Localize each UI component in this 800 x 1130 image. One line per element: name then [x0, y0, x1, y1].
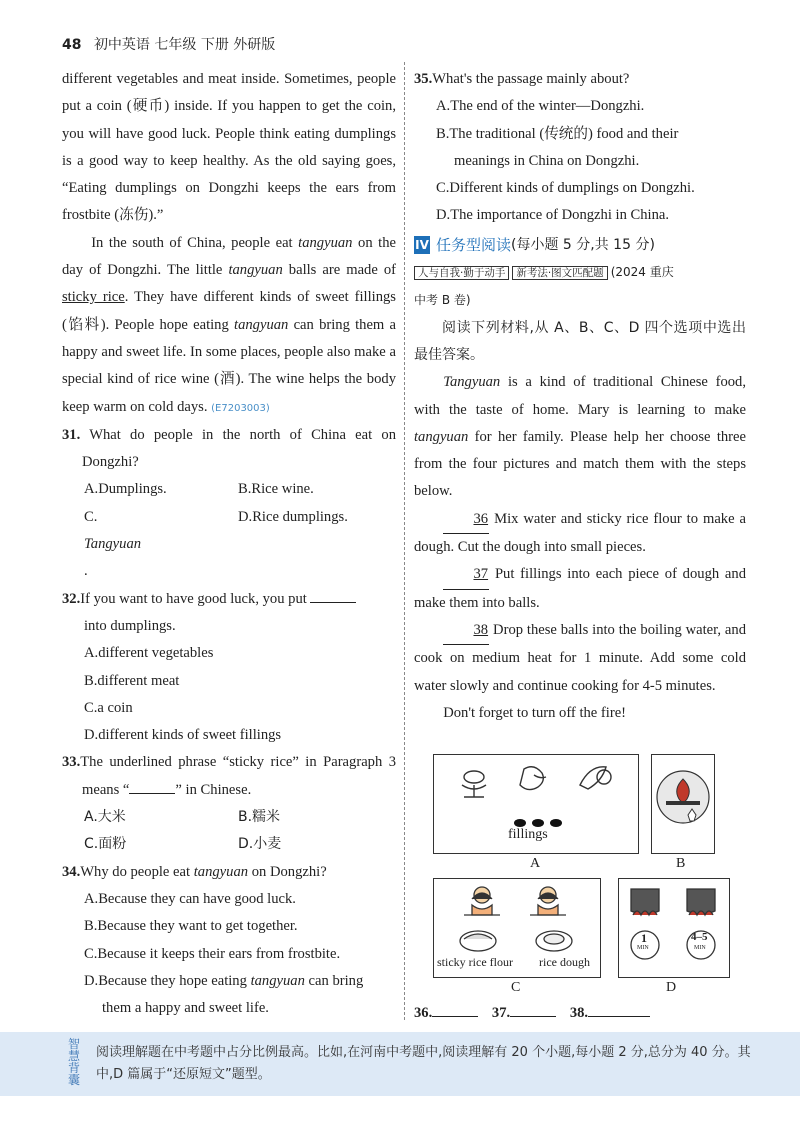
tag-type: 新考法·图文匹配题: [512, 266, 607, 280]
option-b[interactable]: B.糯米: [238, 809, 281, 826]
page-header: [62, 34, 275, 54]
timer-2-unit: MIN: [694, 945, 706, 951]
instruction: 阅读下列材料,从 A、B、C、D 四个选项中选出最佳答案。: [414, 319, 746, 363]
picture-a[interactable]: [433, 754, 639, 854]
filling-dot: [514, 819, 526, 827]
answer-36[interactable]: [432, 1002, 478, 1017]
source: (2024 重庆: [610, 265, 674, 280]
option-d[interactable]: D.Because they hope eating tangyuan can bring them a happy and sweet life.: [84, 972, 364, 1017]
answer-blank-37[interactable]: 37: [443, 561, 489, 589]
answer-38[interactable]: [588, 1002, 650, 1017]
option-c[interactable]: C.Because it keeps their ears from frostbite.: [84, 945, 341, 962]
book-title: 初中英语 七年级 下册 外研版: [93, 37, 276, 53]
stove-fire-illustration: [652, 755, 714, 853]
passage-paragraph-3: In the south of China, people eat tangyuan on the day of Dongzhi. The little tangyuan balls are made of sticky rice. They have different kinds of sweet fillings (馅料). People hope eating tangyuan can bring them a happy and sweet life. In some places, people also make a special kind of rice wine (酒). The wine helps the body keep warm on cold days. (E7203003): [62, 234, 396, 415]
option-a[interactable]: A.Dumplings.: [84, 481, 167, 498]
option-c[interactable]: C.a coin: [84, 699, 133, 716]
question-33: 33.The underlined phrase “sticky rice” in Paragraph 3 means “ ” in Chinese. A.大米 B.糯米 C.面粉 D.小麦: [62, 749, 396, 858]
step-37: 37 Put fillings into each piece of dough and make them into balls.: [414, 561, 746, 617]
answer-blank[interactable]: [310, 588, 356, 603]
left-column: [62, 66, 396, 1022]
picture-d[interactable]: [618, 878, 730, 978]
option-a[interactable]: A.大米: [84, 809, 126, 826]
question-32: 32.If you want to have good luck, you put into dumplings. A.different vegetables B.different meat C.a coin D.different kinds of sweet fillings: [62, 586, 396, 750]
section-heading: [414, 232, 746, 259]
option-b[interactable]: B.The traditional (传统的) food and their meanings in China on Dongzhi.: [436, 125, 679, 169]
option-d[interactable]: D.小麦: [238, 836, 282, 853]
tip-text: 阅读理解题在中考题中占分比例最高。比如,在河南中考题中,阅读理解有 20 个小题,每小题 2 分,总分为 40 分。其中,D 篇属于“还原短文”题型。: [96, 1045, 751, 1082]
question-code: (E7203003): [211, 402, 270, 414]
rice-dough-caption: rice dough: [539, 955, 590, 969]
option-b[interactable]: B.Rice wine.: [238, 481, 314, 498]
filling-dot: [550, 819, 562, 827]
option-a[interactable]: A.different vegetables: [84, 645, 214, 662]
tip-box: [0, 1032, 800, 1096]
tip-side-label: 智慧背囊: [67, 1037, 80, 1087]
section-score: (每小题 5 分,共 15 分): [511, 236, 655, 253]
boiling-pots-illustration: [619, 879, 729, 977]
question-34: 34.Why do people eat tangyuan on Dongzhi? A.Because they can have good luck. B.Because they want to get together. C.Because it keeps their ears from frostbite. D.Because they hope eating tangyuan can bring them a happy and sweet life.: [62, 859, 396, 1023]
sticky-rice-flour-caption: sticky rice flour: [437, 955, 513, 969]
filling-dot: [532, 819, 544, 827]
answer-line: 36. 37. 38.: [414, 1002, 650, 1022]
section-badge: IV: [414, 236, 430, 254]
option-b[interactable]: B.different meat: [84, 672, 180, 689]
answer-blank[interactable]: [129, 779, 175, 794]
picture-c-label: C: [511, 980, 521, 995]
tag-topic: 人与自我·勤于动手: [414, 266, 509, 280]
step-36: 36 Mix water and sticky rice flour to make a dough. Cut the dough into small pieces.: [414, 506, 746, 562]
intro-paragraph: Tangyuan is a kind of traditional Chinese food, with the taste of home. Mary is learning to make tangyuan for her family. Please help her choose three from the four pictures and match them with the steps below.: [414, 374, 746, 500]
passage-paragraph-2: different vegetables and meat inside. Sometimes, people put a coin (硬币) inside. If you happen to get the coin, you will have good luck. People think eating dumplings is a good way to keep healthy. As the old saying goes, “Eating dumplings on Dongzhi keeps the ears from frostbite (冻伤).”: [62, 71, 396, 224]
option-d[interactable]: D.The importance of Dongzhi in China.: [436, 207, 670, 224]
picture-a-label: A: [530, 856, 541, 871]
answer-37[interactable]: [510, 1002, 556, 1017]
answer-blank-36[interactable]: 36: [443, 506, 489, 534]
timer-2: 4–5: [691, 931, 708, 943]
option-b[interactable]: B.Because they want to get together.: [84, 918, 298, 935]
picture-d-label: D: [666, 980, 677, 995]
option-c[interactable]: C.Tangyuan.: [84, 508, 142, 580]
right-column: [414, 66, 746, 727]
reminder: Don't forget to turn off the fire!: [443, 704, 627, 721]
option-c[interactable]: C.面粉: [84, 836, 127, 853]
option-c[interactable]: C.Different kinds of dumplings on Dongzhi.: [436, 180, 695, 197]
option-d[interactable]: D.different kinds of sweet fillings: [84, 727, 282, 744]
tag-line: 人与自我·勤于动手 新考法·图文匹配题 (2024 重庆 中考 B 卷): [414, 265, 674, 308]
timer-1-unit: MIN: [637, 945, 649, 951]
step-38: 38 Drop these balls into the boiling water, and cook on medium heat for 1 minute. Add some cold water slowly and continue cooking for 4-5 minutes.: [414, 617, 746, 700]
sticky-rice-underlined: sticky rice: [62, 289, 125, 306]
picture-b[interactable]: [651, 754, 715, 854]
column-divider: [404, 62, 405, 1020]
section-title: 任务型阅读: [436, 235, 512, 254]
option-d[interactable]: D.Rice dumplings.: [238, 508, 348, 525]
picture-c[interactable]: [433, 878, 601, 978]
question-31: 31. What do people in the north of China eat on Dongzhi? A.Dumplings. B.Rice wine. C.Tangyuan. D.Rice dumplings.: [62, 422, 396, 586]
fillings-caption: fillings: [508, 827, 548, 842]
question-35: 35.What's the passage mainly about? A.The end of the winter—Dongzhi. B.The traditional (传统的) food and their meanings in China on Dongzhi. C.Different kinds of dumplings on Dongzhi. D.The importance of Dongzhi in China.: [414, 66, 746, 230]
page-number: 48: [62, 37, 82, 53]
picture-b-label: B: [676, 856, 686, 871]
timer-1: 1: [641, 931, 647, 945]
option-a[interactable]: A.Because they can have good luck.: [84, 890, 296, 907]
answer-blank-38[interactable]: 38: [443, 617, 489, 645]
option-a[interactable]: A.The end of the winter—Dongzhi.: [436, 98, 645, 115]
